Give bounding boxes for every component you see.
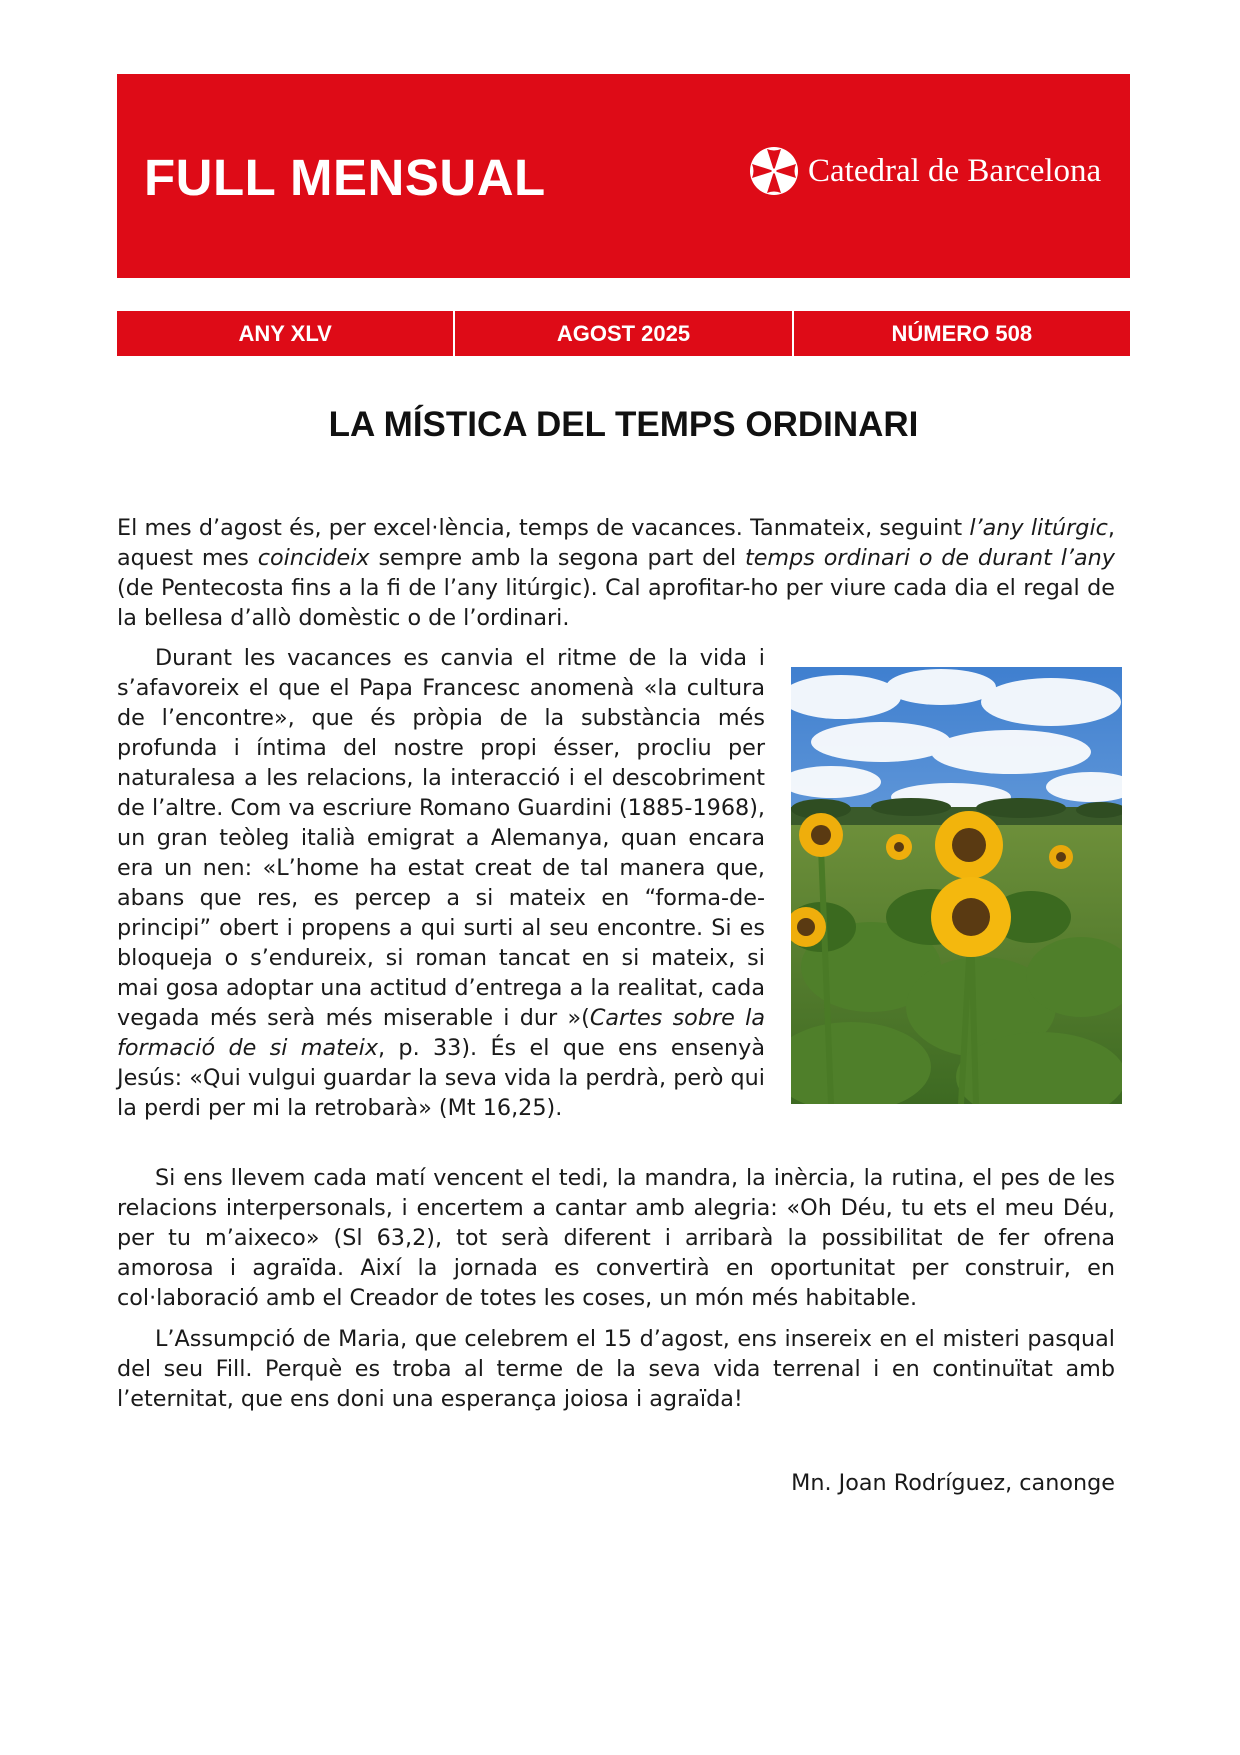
cross-circle-icon <box>749 146 799 196</box>
issue-number: NÚMERO 508 <box>794 311 1130 356</box>
publication-title: FULL MENSUAL <box>144 149 546 206</box>
article-title: LA MÍSTICA DEL TEMPS ORDINARI <box>328 405 919 444</box>
sunflowers-photo <box>791 667 1122 1104</box>
issue-info-bar <box>117 311 1130 356</box>
paragraph-1: El mes d’agost és, per excel·lència, temps de vacances. Tanmateix, seguint l’any litúrgic, aquest mes coincideix sempre amb la segona part del temps ordinari o de durant l’any (de Pentecosta fins a la fi de l’any litúrgic). Cal aprofitar-ho per viure cada dia el regal de la bellesa d’allò domèstic o de l’ordinari. <box>117 515 1115 631</box>
paragraph-3: Si ens llevem cada matí vencent el tedi, la mandra, la inèrcia, la rutina, el pes de les relacions interpersonals, i encertem a cantar amb alegria: «Oh Déu, tu ets el meu Déu, per tu m’aixeco» (Sl 63,2), tot serà diferent i arribarà la possibilitat de fer ofrena amorosa i agraïda. Així la jornada es convertirà en oportunitat per construir, en col·laboració amb el Creador de totes les coses, un món més habitable. <box>117 1165 1115 1311</box>
paragraph-2: Durant les vacances es canvia el ritme de la vida i s’afavoreix el que el Papa Francesc anomenà «la cultura de l’encontre», que és pròpia de la substància més profunda i íntima del nostre propi ésser, procliu per naturalesa a les relacions, la interacció i el descobriment de l’altre. Com va escriure Romano Guardini (1885-1968), un gran teòleg italià emigrat a Alemanya, quan encara era un nen: «L’home ha estat creat de tal manera que, abans que res, es percep a si mateix en “forma-de-principi” obert i propens a qui surti al seu encontre. Si es bloqueja o s’endureix, si roman tancat en si mateix, si mai gosa adoptar una actitud d’entrega a la realitat, cada vegada més serà més miserable i dur »(Cartes sobre la formació de si mateix, p. 33). És el que ens ensenyà Jesús: «Qui vulgui guardar la seva vida la perdrà, però qui la perdi per mi la retrobarà» (Mt 16,25). <box>117 645 765 1121</box>
header-banner <box>117 74 1130 278</box>
author-signature: Mn. Joan Rodríguez, canonge <box>791 1470 1115 1496</box>
issue-date: AGOST 2025 <box>455 311 793 356</box>
paragraph-4: L’Assumpció de Maria, que celebrem el 15 d’agost, ens insereix en el misteri pasqual del seu Fill. Perquè es troba al terme de la seva vida terrenal i en continuïtat amb l’eternitat, que ens doni una esperança joiosa i agraïda! <box>117 1326 1115 1412</box>
brand-name: Catedral de Barcelona <box>808 152 1102 189</box>
cathedral-logo <box>749 146 1101 196</box>
issue-year: ANY XLV <box>117 311 455 356</box>
